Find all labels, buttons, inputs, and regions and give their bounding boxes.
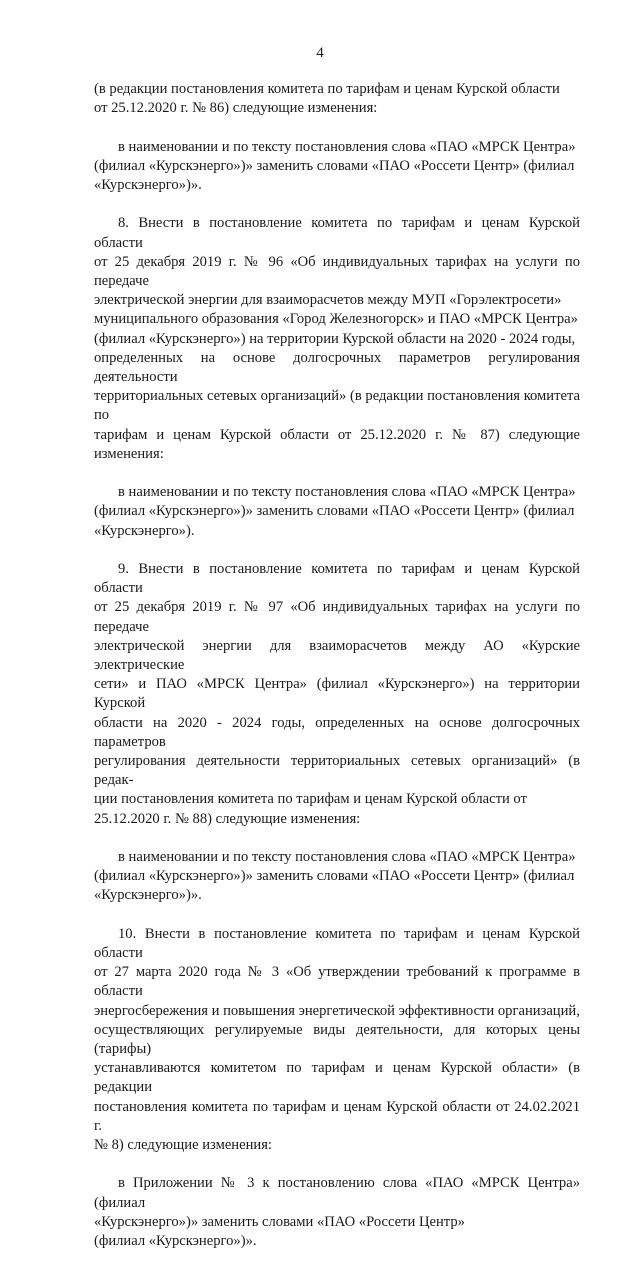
paragraph-item-9: 9. Внести в постановление комитета по тарифам и ценам Курской области от 25 декабря 2019 г. № 97 «Об индивидуальных тарифах на услуги по передаче электрической энергии для взаиморасчетов между АО «Курские электрические сети» и ПАО «МРСК Центра» (филиал «Курскэнерго») на территории Курской области на 2020 - 2024 годы, определенных на основе долгосрочных параметров регулирования деятельности территориальных сетевых организаций» (в редак- ции постановления комитета по тарифам и ценам Курской области от 25.12.2020 г. № 88) следующие изменения: [94,561,580,827]
paragraph-continuation: (в редакции постановления комитета по тарифам и ценам Курской области от 25.12.2020 г. № 86) следующие изменения: [94,81,560,117]
paragraph-amendment-7: в наименовании и по тексту постановления слова «ПАО «МРСК Центра» (филиал «Курскэнерго»)» заменить словами «ПАО «Россети Центр» (филиал «Курскэнерго»)». [94,138,576,193]
paragraph-item-8: 8. Внести в постановление комитета по тарифам и ценам Курской области от 25 декабря 2019 г. № 96 «Об индивидуальных тарифах на услуги по передаче электрической энергии для взаиморасчетов между МУП «Горэлектросети» муниципального образования «Город Железногорск» и ПАО «МРСК Центра» (филиал «Курскэнерго») на территории Курской области на 2020 - 2024 годы, определенных на основе долгосрочных параметров регулирования деятельности территориальных сетевых организаций» (в редакции постановления комитета по тарифам и ценам Курской области от 25.12.2020 г. № 87) следующие изменения: [94,215,580,462]
paragraph-amendment-9: в наименовании и по тексту постановления слова «ПАО «МРСК Центра» (филиал «Курскэнерго»)» заменить словами «ПАО «Россети Центр» (филиал «Курскэнерго»)». [94,849,576,904]
paragraph-amendment-10: в Приложении № 3 к постановлению слова «ПАО «МРСК Центра» (филиал «Курскэнерго»)» заменить словами «ПАО «Россети Центр» (филиал «Курскэнерго»)». [94,1175,580,1250]
paragraph-amendment-8: в наименовании и по тексту постановления слова «ПАО «МРСК Центра» (филиал «Курскэнерго»)» заменить словами «ПАО «Россети Центр» (филиал «Курскэнерго»). [94,484,576,539]
paragraph-item-10: 10. Внести в постановление комитета по тарифам и ценам Курской области от 27 марта 2020 года № 3 «Об утверждении требований к программе в области энергосбережения и повышения энергетической эффективности организаций, осуществляющих регулируемые виды деятельности, для которых цены (тарифы) устанавливаются комитетом по тарифам и ценам Курской области» (в редакции постановления комитета по тарифам и ценам Курской области от 24.02.2021 г. № 8) следующие изменения: [94,925,580,1154]
document-body [94,80,580,1270]
page-number: 4 [316,45,324,61]
